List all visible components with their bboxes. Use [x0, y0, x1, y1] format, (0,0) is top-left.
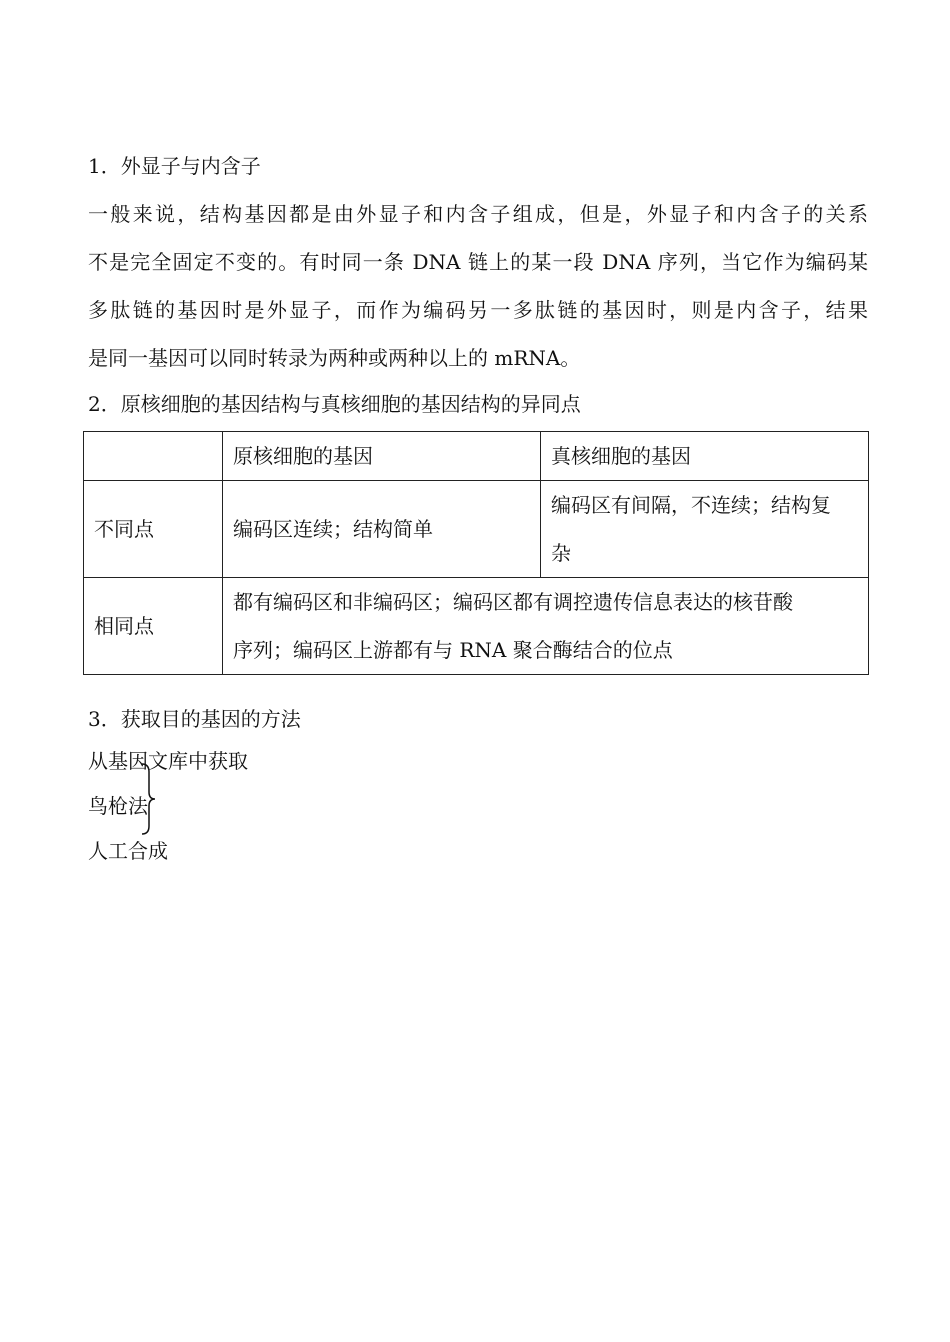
row-label: 相同点 — [84, 578, 223, 675]
paragraph-line: 多肽链的基因时是外显子，而作为编码另一多肽链的基因时，则是内含子，结果 — [88, 298, 868, 322]
section1-paragraph — [88, 200, 868, 392]
table-row-difference — [84, 481, 869, 578]
method-item: 鸟枪法 — [88, 794, 148, 818]
table-header-row — [84, 432, 869, 481]
paragraph-line: 是同一基因可以同时转录为两种或两种以上的 mRNA。 — [88, 346, 581, 370]
method-item: 从基因文库中获取 — [88, 749, 248, 773]
curly-brace-icon — [138, 762, 158, 836]
table-header-cell: 原核细胞的基因 — [223, 432, 541, 481]
paragraph-line: 不是完全固定不变的。有时同一条 DNA 链上的某一段 DNA 序列，当它作为编码某 — [88, 250, 868, 274]
cell-line: 序列；编码区上游都有与 RNA 聚合酶结合的位点 — [233, 638, 673, 662]
row-label: 不同点 — [84, 481, 223, 578]
cell-line: 都有编码区和非编码区；编码区都有调控遗传信息表达的核苷酸 — [233, 590, 793, 614]
table-header-cell — [84, 432, 223, 481]
method-item: 人工合成 — [88, 839, 168, 863]
table-row-similarity — [84, 578, 869, 675]
table-cell: 编码区连续；结构简单 — [223, 481, 541, 578]
comparison-table — [83, 431, 869, 675]
table-cell — [223, 578, 869, 675]
table-cell — [541, 481, 869, 578]
section2-heading: 2．原核细胞的基因结构与真核细胞的基因结构的异同点 — [88, 392, 581, 416]
table-header-cell: 真核细胞的基因 — [541, 432, 869, 481]
cell-line: 杂 — [551, 541, 571, 565]
paragraph-line: 一般来说，结构基因都是由外显子和内含子组成，但是，外显子和内含子的关系 — [88, 202, 868, 226]
cell-line: 编码区有间隔，不连续；结构复 — [551, 493, 831, 517]
section1-heading: 1．外显子与内含子 — [88, 154, 261, 178]
section3-heading: 3．获取目的基因的方法 — [88, 707, 301, 731]
